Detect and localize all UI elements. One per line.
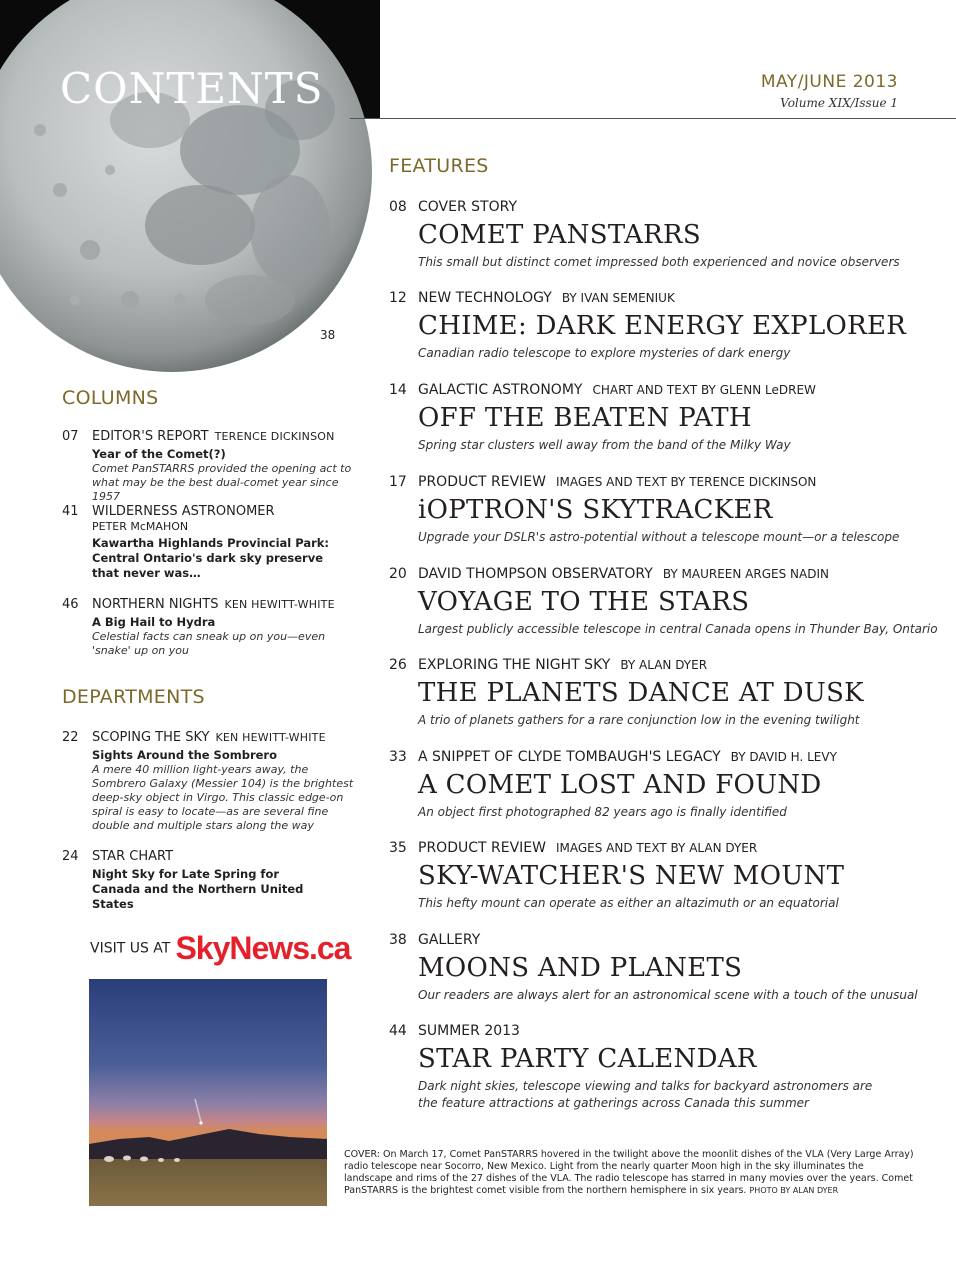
cover-caption-text: COVER: On March 17, Comet PanSTARRS hovered in the twilight above the moonlit dishes of the VLA (Very Large Array) radio telescope near Socorro, New Mexico. Light from the nearly quarter Moon high in the sky illuminates the landscape and rims of the 27 dishes of the VLA. The radio telescope has starred in many movies over the years. Comet PanSTARRS is the brightest comet visible from the northern hemisphere in six years. [344,1149,914,1196]
feature-title: STAR PARTY CALENDAR [418,1044,757,1074]
department-category: SCOPING THE SKY [92,730,210,745]
page-number: 44 [389,1023,407,1039]
department-item[interactable] [62,730,362,833]
feature-title: VOYAGE TO THE STARS [418,587,750,617]
feature-item[interactable] [389,566,949,638]
feature-title: OFF THE BEATEN PATH [418,403,752,433]
feature-category: EXPLORING THE NIGHT SKY [418,657,611,673]
feature-desc: This small but distinct comet impressed both experienced and novice observers [418,255,900,269]
column-desc: Comet PanSTARRS provided the opening act to what may be the best dual-comet year since 1957 [92,462,352,503]
department-desc: A mere 40 million light-years away, the Sombrero Galaxy (Messier 104) is the brightest deep-sky object in Virgo. This classic edge-on spiral is easy to locate—as are several fine double and multiple stars along the way [92,763,354,832]
column-title: A Big Hail to Hydra [92,615,216,629]
feature-title: SKY-WATCHER'S NEW MOUNT [418,861,845,891]
page-number: 33 [389,749,407,765]
byline: PETER McMAHON [92,520,189,533]
photo-credit: PHOTO BY ALAN DYER [749,1186,839,1195]
feature-title: A COMET LOST AND FOUND [418,770,822,800]
feature-category: SUMMER 2013 [418,1023,520,1039]
feature-category: GALLERY [418,932,481,948]
column-category: WILDERNESS ASTRONOMER [92,504,275,519]
byline: BY IVAN SEMENIUK [561,291,675,305]
feature-desc: Dark night skies, telescope viewing and talks for backyard astronomers are the feature attractions at gatherings across Canada this summer [418,1079,873,1110]
byline: IMAGES AND TEXT BY TERENCE DICKINSON [555,475,817,489]
byline: BY MAUREEN ARGES NADIN [662,567,829,581]
feature-category: COVER STORY [418,199,517,215]
column-title: Year of the Comet(?) [92,447,226,461]
header-rule [350,118,956,119]
page-number: 22 [62,730,79,745]
feature-desc: Canadian radio telescope to explore mysteries of dark energy [418,346,791,360]
column-category: EDITOR'S REPORT [92,429,209,444]
feature-category: PRODUCT REVIEW [418,840,546,856]
page-number: 07 [62,429,79,444]
feature-item[interactable] [389,382,949,454]
department-category: STAR CHART [92,849,174,864]
byline: BY ALAN DYER [620,658,708,672]
feature-item[interactable] [389,932,949,1004]
column-item[interactable] [62,504,362,581]
page-number: 46 [62,597,79,612]
feature-desc: Spring star clusters well away from the band of the Milky Way [418,438,791,452]
cover-caption [344,1149,914,1197]
features-heading: FEATURES [389,155,489,177]
feature-desc: Largest publicly accessible telescope in central Canada opens in Thunder Bay, Ontario [418,622,938,636]
feature-category: DAVID THOMPSON OBSERVATORY [418,566,653,582]
department-title: Sights Around the Sombrero [92,748,277,762]
feature-desc: Our readers are always alert for an astronomical scene with a touch of the unusual [418,988,918,1002]
feature-item[interactable] [389,1023,949,1112]
page-number: 17 [389,474,407,490]
page-number: 26 [389,657,407,673]
visit-label: VISIT US AT [90,940,171,957]
feature-item[interactable] [389,290,949,362]
cover-photo [89,979,327,1206]
page-number: 08 [389,199,407,215]
feature-title: CHIME: DARK ENERGY EXPLORER [418,311,907,341]
page-number: 41 [62,504,79,519]
feature-category: A SNIPPET OF CLYDE TOMBAUGH'S LEGACY [418,749,721,765]
feature-desc: An object first photographed 82 years ago is finally identified [418,805,787,819]
column-item[interactable] [62,597,362,658]
page-number: 24 [62,849,79,864]
byline: TERENCE DICKINSON [214,430,335,443]
column-item[interactable] [62,429,362,504]
feature-category: GALACTIC ASTRONOMY [418,382,583,398]
issue-volume: Volume XIX/Issue 1 [780,96,898,110]
feature-title: iOPTRON'S SKYTRACKER [418,495,773,525]
department-item[interactable] [62,849,362,912]
page-title: CONTENTS [60,64,324,113]
columns-heading: COLUMNS [62,387,159,409]
page-number: 12 [389,290,407,306]
feature-item[interactable] [389,657,949,729]
feature-desc: Upgrade your DSLR's astro-potential without a telescope mount—or a telescope [418,530,900,544]
byline: IMAGES AND TEXT BY ALAN DYER [555,841,758,855]
department-title: Night Sky for Late Spring for Canada and the Northern United States [92,867,304,911]
feature-item[interactable] [389,840,949,912]
website-link[interactable]: SkyNews.ca [175,930,351,966]
website-promo[interactable] [90,930,350,967]
feature-item[interactable] [389,749,949,821]
column-desc: Celestial facts can sneak up on you—even 'snake' up on you [92,630,326,657]
byline: CHART AND TEXT BY GLENN LeDREW [592,383,816,397]
feature-item[interactable] [389,199,949,271]
feature-desc: This hefty mount can operate as either an altazimuth or an equatorial [418,896,839,910]
feature-category: NEW TECHNOLOGY [418,290,552,306]
page-number: 20 [389,566,407,582]
page-number: 35 [389,840,407,856]
feature-title: THE PLANETS DANCE AT DUSK [418,678,864,708]
byline: BY DAVID H. LEVY [730,750,837,764]
feature-desc: A trio of planets gathers for a rare conjunction low in the evening twilight [418,713,860,727]
page-number: 38 [389,932,407,948]
page-number: 14 [389,382,407,398]
moon-image [0,0,380,375]
issue-date: MAY/JUNE 2013 [760,72,898,92]
feature-title: MOONS AND PLANETS [418,953,743,983]
feature-title: COMET PANSTARRS [418,220,702,250]
byline: KEN HEWITT-WHITE [224,598,335,611]
departments-heading: DEPARTMENTS [62,686,205,708]
column-category: NORTHERN NIGHTS [92,597,219,612]
feature-category: PRODUCT REVIEW [418,474,546,490]
feature-item[interactable] [389,474,949,546]
byline: KEN HEWITT-WHITE [215,731,326,744]
column-title: Kawartha Highlands Provincial Park: Central Ontario's dark sky preserve that never was… [92,536,330,580]
moon-page-ref: 38 [320,328,336,342]
